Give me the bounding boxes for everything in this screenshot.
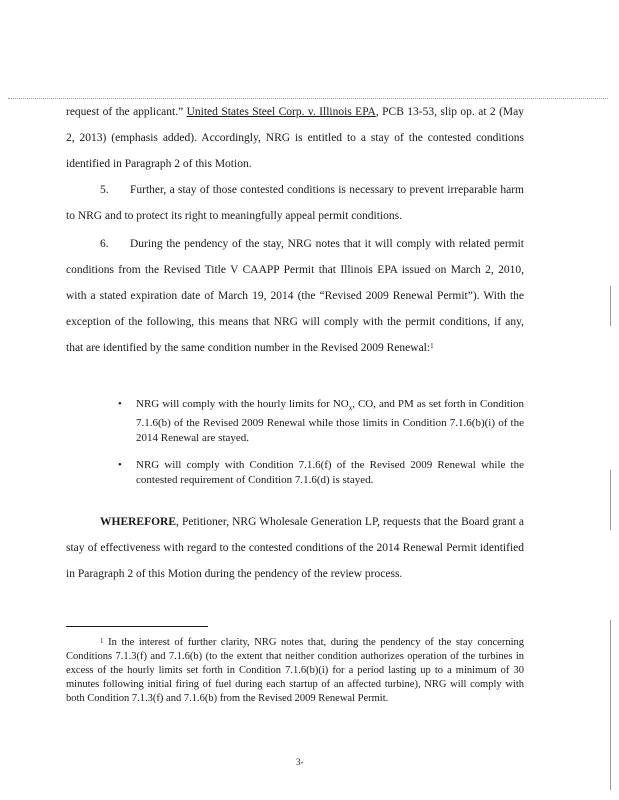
case-citation: United States Steel Corp. v. Illinois EPA (186, 106, 376, 118)
exception-item: • NRG will comply with Condition 7.1.6(f) of the Revised 2009 Renewal while the contested requirement of Condition 7.1.6(d) is stayed. (118, 459, 524, 487)
footnote-reference: 1 (430, 342, 434, 350)
exception-item: • NRG will comply with the hourly limits for $NO_x$, CO, and PM as set forth in Condition 7.1.6(b) of the Revised 2009 Renewal while those limits in Condition 7.1.6(b)(i) of the 2014 Renewal are stayed. (118, 398, 524, 445)
footnote-marker: 1 (100, 637, 104, 645)
paragraph-continuation-text: , PCB 13-53, slip op. at 2 (May 2, 2013) (emphasis added). Accordingly, NRG is entitled to a stay of the contested conditions identified in Paragraph 2 of this Motion. (66, 106, 525, 170)
wherefore-lead: WHEREFORE (100, 516, 177, 528)
footnote-text: In the interest of further clarity, NRG notes that, during the pendency of the stay concerning Conditions 7.1.3(f) and 7.1.6(b) (to the extent that neither condition authorizes operation of the turbines in excess of the hourly limits set forth in Condition 7.1.6(b)(i) for a period lasting up to a minimum of 30 minutes following initial firing of fuel during each startup of an affected turbine), NRG will comply with both Condition 7.1.3(f) and 7.1.6(b) from the Revised 2009 Renewal Permit. (66, 637, 524, 704)
bullet-marker: • (118, 398, 122, 410)
exception-list (118, 397, 524, 500)
paragraph-6 (66, 231, 524, 361)
footnote (66, 636, 524, 706)
scan-edge-mark (610, 470, 611, 530)
paragraph-continuation (66, 99, 524, 177)
bullet-marker: • (118, 459, 122, 472)
paragraph-5-number: 5. (100, 184, 109, 196)
wherefore-text: , Petitioner, NRG Wholesale Generation LP, requests that the Board grant a stay of effectiveness with regard to the contested conditions of the 2014 Renewal Permit identified in Paragraph 2 of this Motion during the pendency of the review process. (66, 516, 524, 580)
paragraph-continuation-lead: request of the applicant.” (66, 106, 187, 118)
paragraph-5-text: Further, a stay of those contested conditions is necessary to prevent irreparable harm to NRG and to protect its right to meaningfully appeal permit conditions. (66, 184, 524, 222)
paragraph-5 (66, 177, 524, 229)
footnote-divider (66, 626, 208, 627)
wherefore-paragraph (66, 509, 524, 587)
paragraph-6-text: During the pendency of the stay, NRG notes that it will comply with related permit conditions from the Revised Title V CAAPP Permit that Illinois EPA issued on March 2, 2010, with a stated expiration date of March 19, 2014 (the “Revised 2009 Renewal Permit”). With the exception of the following, this means that NRG will comply with the permit conditions, if any, that are identified by the same condition number in the Revised 2009 Renewal: (66, 238, 524, 354)
scan-edge-mark (610, 286, 611, 326)
scan-edge-mark (610, 620, 611, 790)
page-number: 3- (296, 757, 304, 767)
paragraph-6-number: 6. (100, 238, 109, 250)
